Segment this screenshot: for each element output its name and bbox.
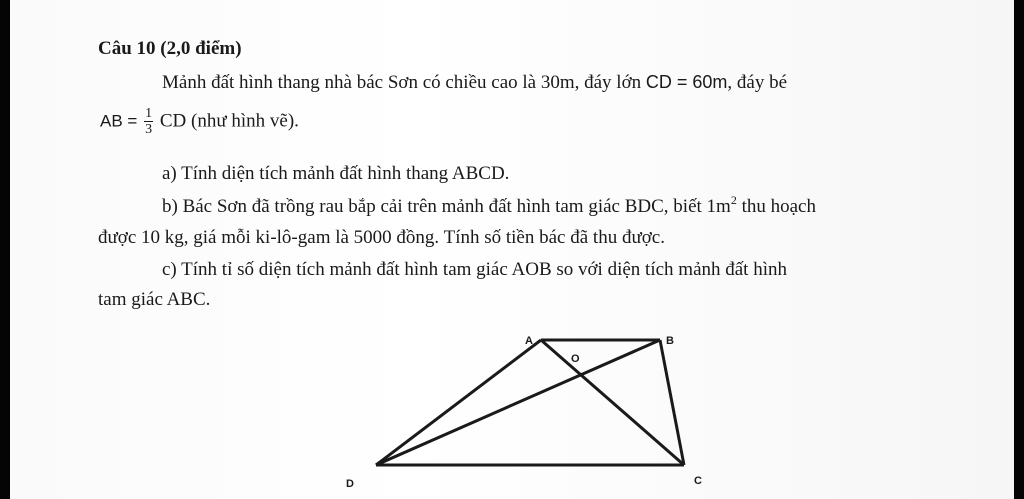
label-b: B (666, 335, 674, 347)
intro-text-2: , đáy bé (727, 72, 788, 93)
part-b-line-2: được 10 kg, giá mỗi ki-lô-gam là 5000 đồng. Tính số tiền bác đã thu được. (98, 227, 665, 248)
ab-prefix: AB = (100, 111, 138, 131)
question-title: Câu 10 (2,0 điểm) (98, 38, 242, 59)
ab-suffix: CD (như hình vẽ). (159, 110, 299, 132)
intro-equation: CD = 60m (645, 72, 728, 92)
label-o: O (571, 353, 580, 365)
intro-text-1: Mảnh đất hình thang nhà bác Sơn có chiều cao là 30m, đáy lớn (162, 72, 642, 93)
part-a: a) Tính diện tích mảnh đất hình thang ABCD. (162, 163, 510, 184)
unit-exponent: 2 (730, 193, 737, 207)
part-c-line-1: c) Tính tỉ số diện tích mảnh đất hình tam giác AOB so với diện tích mảnh đất hình (162, 259, 787, 280)
part-b-text: b) Bác Sơn đã trồng rau bắp cải trên mảnh đất hình tam giác BDC, biết (162, 196, 702, 217)
label-c: C (694, 475, 702, 487)
unit-m: 1m (706, 196, 731, 217)
part-c-line-2: tam giác ABC. (98, 289, 211, 310)
part-b-text-end: thu hoạch (741, 196, 816, 217)
label-d: D (346, 478, 354, 490)
fraction-numerator: 1 (145, 106, 153, 121)
label-a: A (525, 335, 533, 347)
fraction-denominator: 3 (145, 122, 153, 137)
